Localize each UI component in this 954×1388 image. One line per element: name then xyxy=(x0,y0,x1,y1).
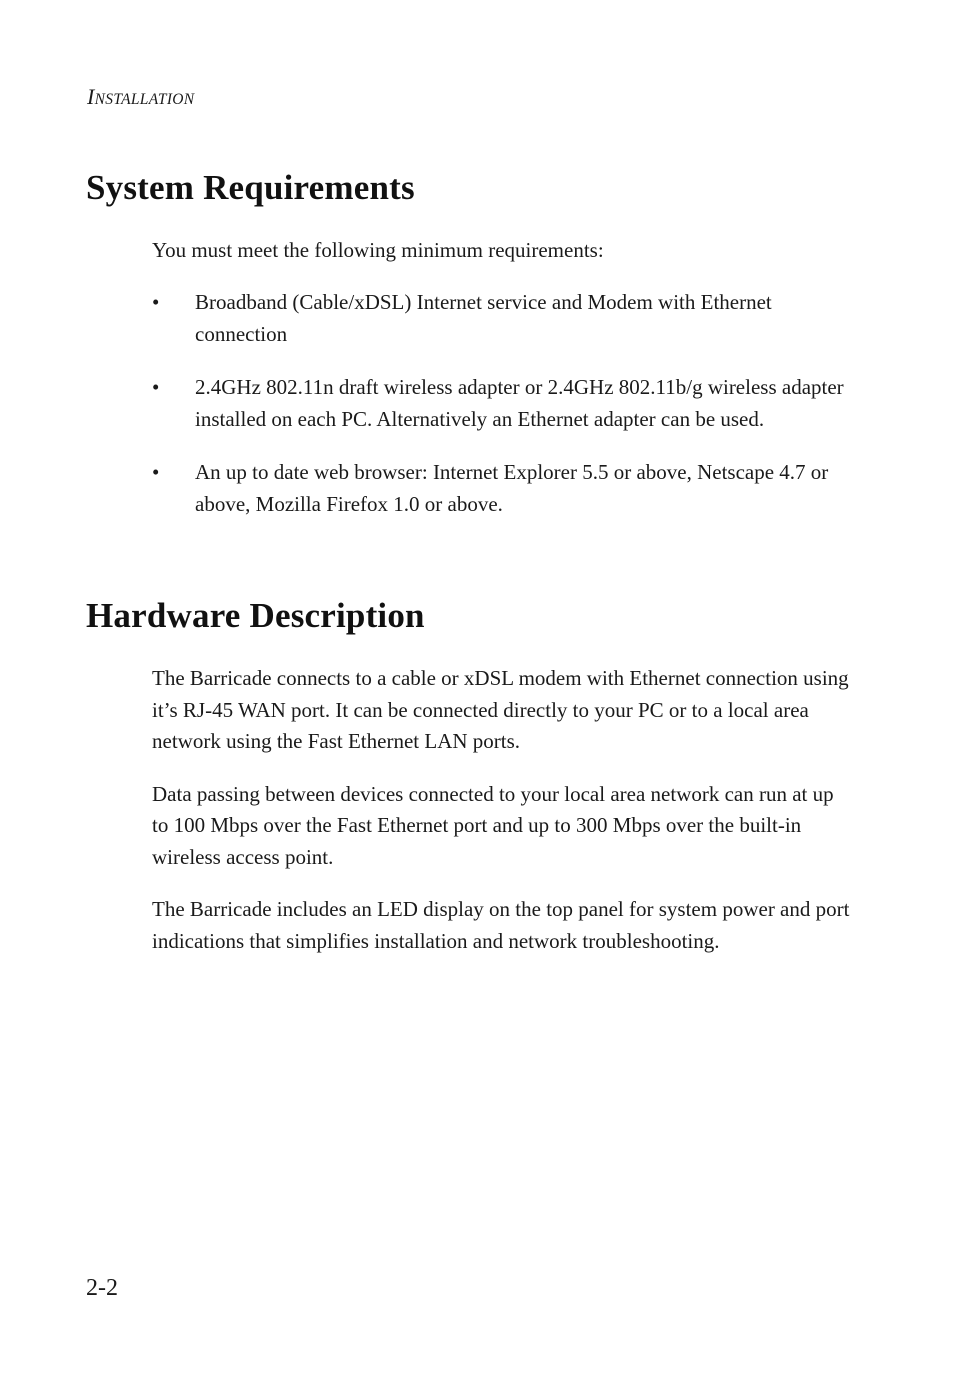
running-header-rest: NSTALLATION xyxy=(94,91,195,108)
requirements-list xyxy=(152,287,852,542)
section-title-system-requirements: System Requirements xyxy=(86,168,415,207)
bullet-icon: • xyxy=(152,375,160,399)
running-header xyxy=(87,84,194,110)
bullet-icon: • xyxy=(152,290,160,314)
page-number: 2-2 xyxy=(86,1275,118,1301)
bullet-icon: • xyxy=(152,460,160,484)
list-item xyxy=(152,287,852,350)
list-item-text: 2.4GHz 802.11n draft wireless adapter or 2.4GHz 802.11b/g wireless adapter installed on each PC. Alternatively an Ethernet adapter can be used. xyxy=(195,375,844,431)
list-item-text: Broadband (Cable/xDSL) Internet service and Modem with Ethernet connection xyxy=(195,290,772,346)
paragraph: The Barricade connects to a cable or xDSL modem with Ethernet connection using it’s RJ-45 WAN port. It can be connected directly to your PC or to a local area network using the Fast Ethernet LAN ports. xyxy=(152,666,849,753)
list-item-text: An up to date web browser: Internet Explorer 5.5 or above, Netscape 4.7 or above, Mozilla Firefox 1.0 or above. xyxy=(195,460,829,516)
section-title-hardware-description: Hardware Description xyxy=(86,596,425,635)
requirements-intro xyxy=(152,235,852,267)
running-header-initial: I xyxy=(87,84,95,109)
list-item xyxy=(152,457,852,520)
paragraph: The Barricade includes an LED display on the top panel for system power and port indications that simplifies installation and network troubleshooting. xyxy=(152,897,850,953)
requirements-intro-text: You must meet the following minimum requirements: xyxy=(152,238,604,262)
hardware-description-body xyxy=(152,663,852,978)
paragraph: Data passing between devices connected to your local area network can run at up to 100 Mbps over the Fast Ethernet port and up to 300 Mbps over the built-in wireless access point. xyxy=(152,781,834,869)
list-item xyxy=(152,372,852,435)
